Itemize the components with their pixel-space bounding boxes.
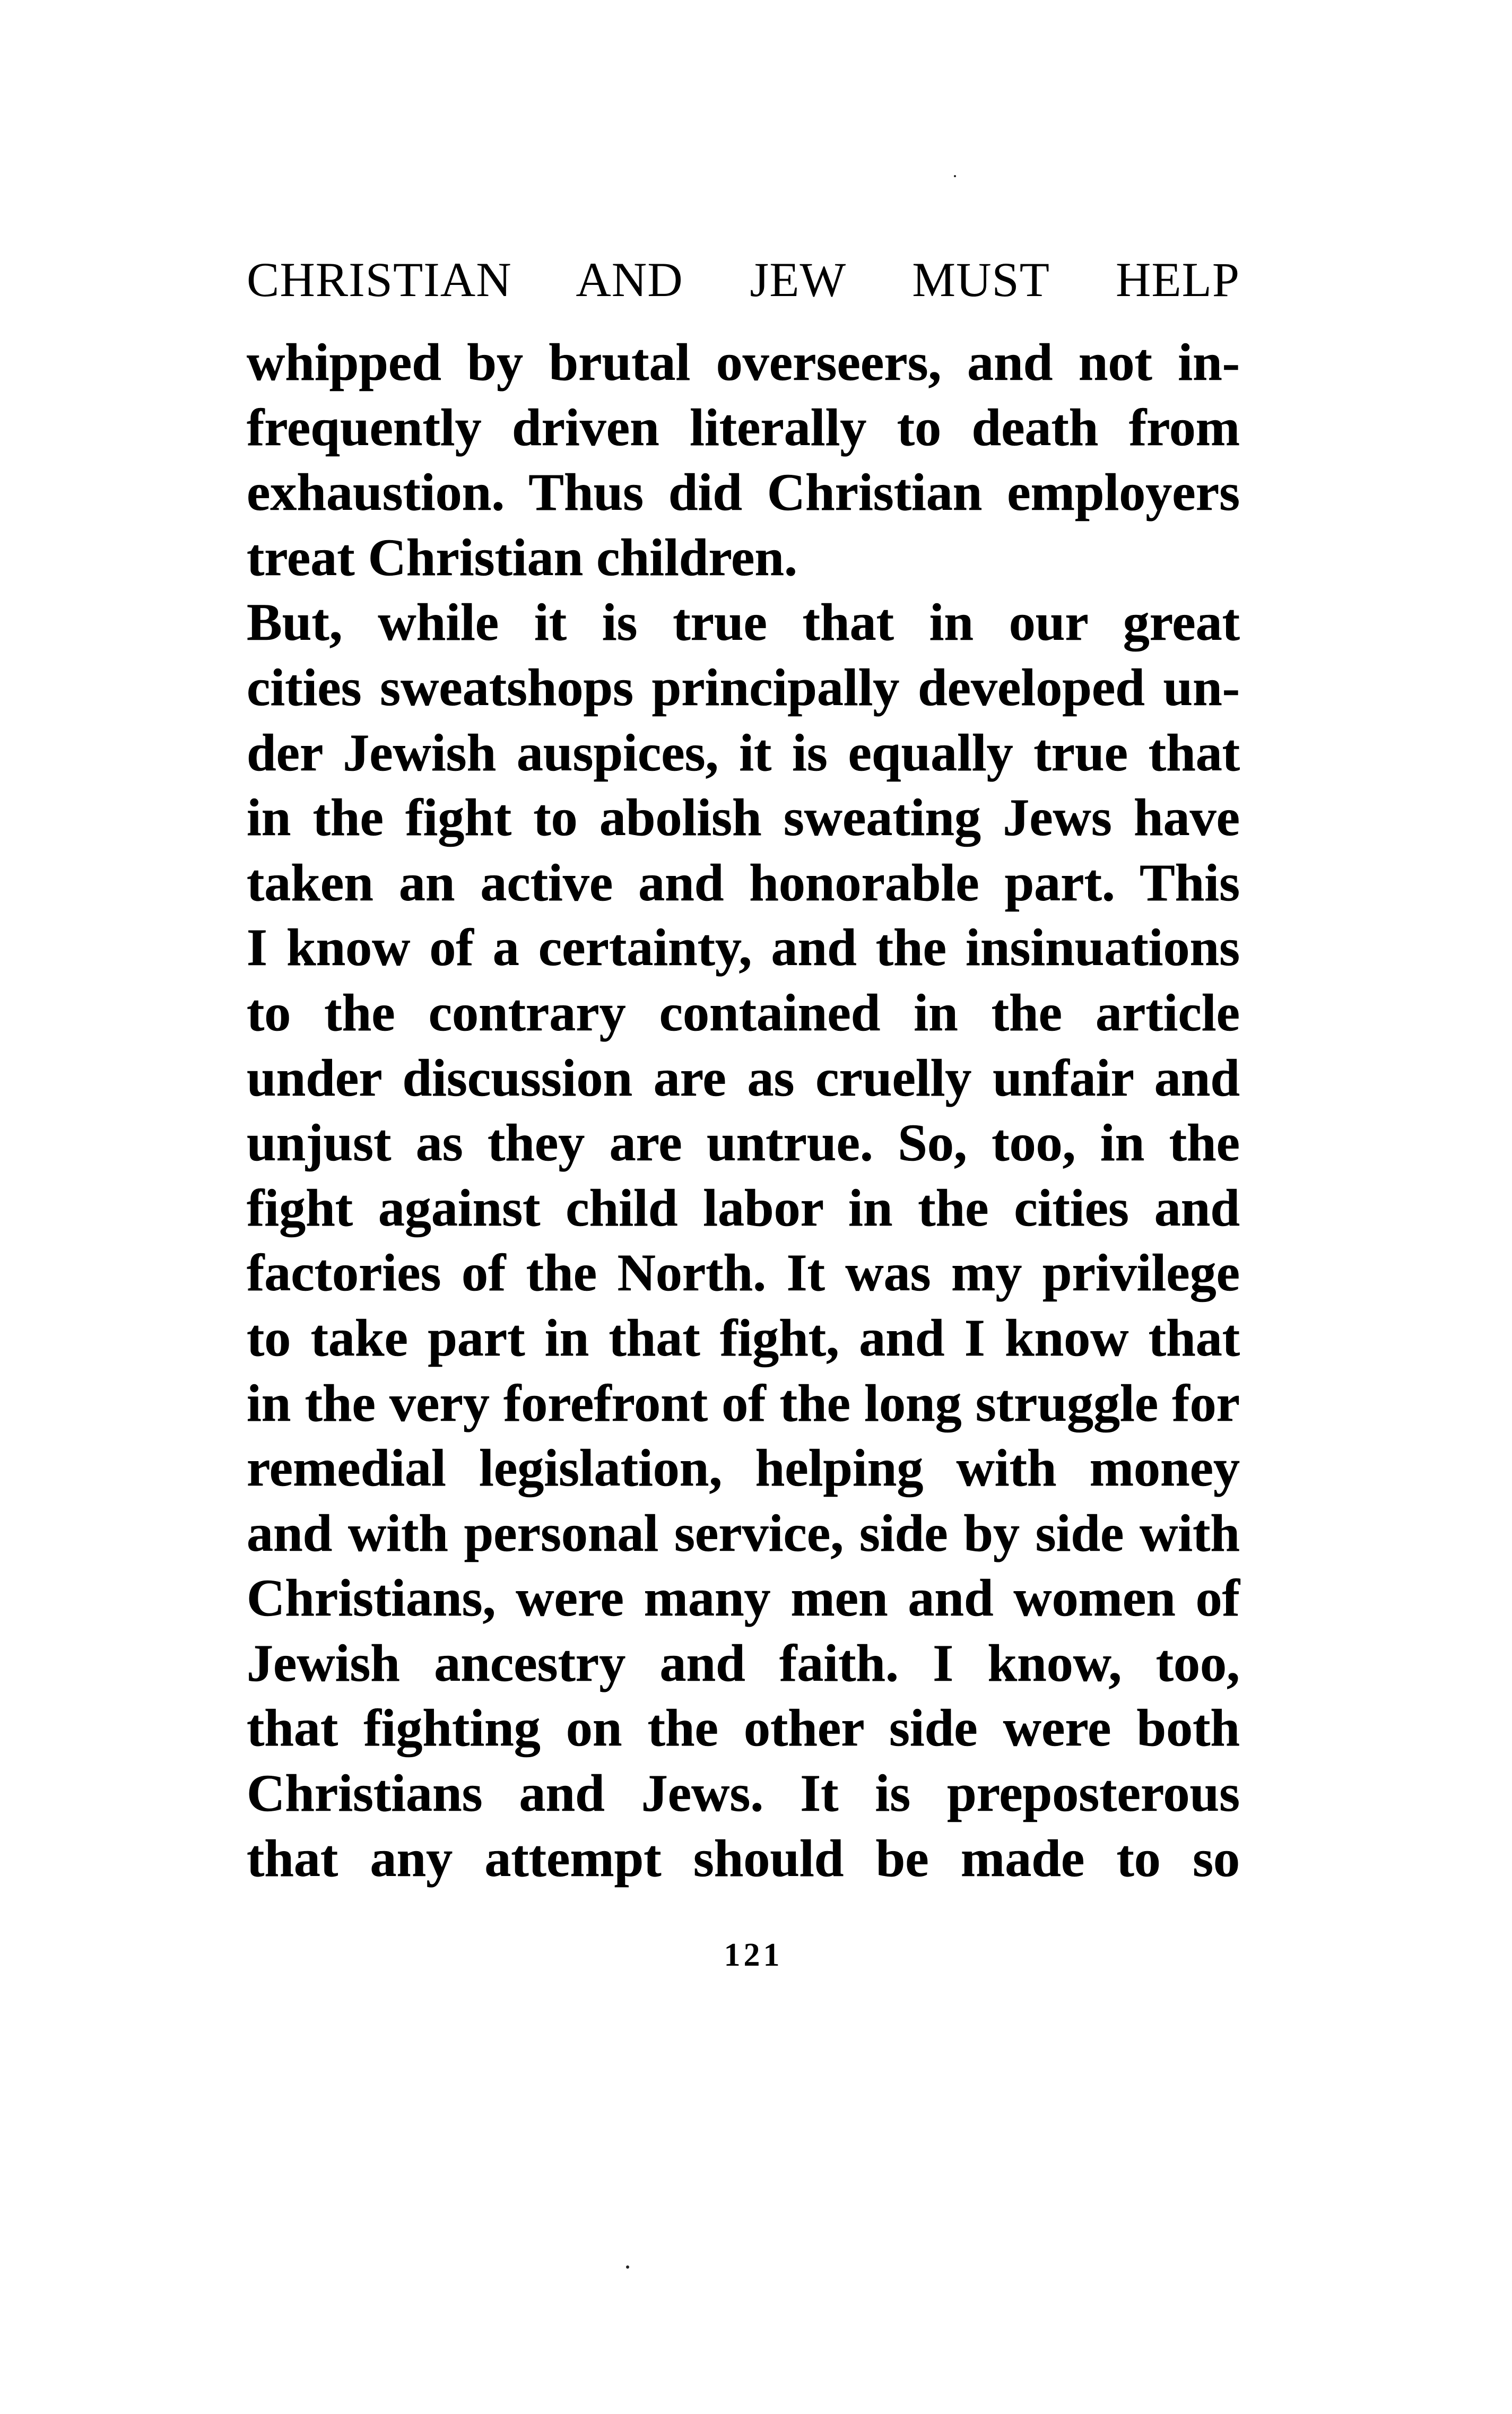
text-line: whipped by brutal overseers, and not in- — [247, 333, 1240, 392]
page-body-text — [247, 330, 1240, 1891]
text-line: But, while it is true that in our great — [247, 593, 1240, 652]
text-line: that fighting on the other side were both — [247, 1698, 1240, 1758]
text-line: to take part in that fight, and I know that — [247, 1308, 1240, 1367]
text-line: under discussion are as cruelly unfair and — [247, 1048, 1240, 1107]
text-line: unjust as they are untrue. So, too, in the — [247, 1113, 1240, 1173]
running-head: CHRISTIAN AND JEW MUST HELP — [247, 253, 1240, 307]
text-line: in the very forefront of the long struggle for — [247, 1373, 1240, 1432]
text-line: frequently driven literally to death from — [247, 397, 1240, 457]
text-line: factories of the North. It was my privilege — [247, 1243, 1240, 1302]
text-line: that any attempt should be made to so — [247, 1828, 1240, 1888]
text-line: in the fight to abolish sweating Jews have — [247, 788, 1240, 847]
scan-speck — [954, 175, 956, 177]
text-line: fight against child labor in the cities and — [247, 1178, 1240, 1237]
text-line: Jewish ancestry and faith. I know, too, — [247, 1633, 1240, 1692]
page-number: 121 — [724, 1937, 783, 1973]
text-line: and with personal service, side by side with — [247, 1503, 1240, 1562]
text-line: taken an active and honorable part. This — [247, 853, 1240, 912]
text-line: treat Christian children. — [247, 527, 797, 587]
scan-speck — [626, 2265, 629, 2269]
text-line: exhaustion. Thus did Christian employers — [247, 463, 1240, 522]
text-line: der Jewish auspices, it is equally true that — [247, 723, 1240, 782]
text-line: Christians and Jews. It is preposterous — [247, 1764, 1240, 1823]
text-line: Christians, were many men and women of — [247, 1568, 1240, 1628]
text-line: remedial legislation, helping with money — [247, 1438, 1240, 1498]
text-line: I know of a certainty, and the insinuations — [247, 918, 1240, 977]
text-line: cities sweatshops principally developed un- — [247, 657, 1240, 717]
text-line: to the contrary contained in the article — [247, 983, 1240, 1042]
